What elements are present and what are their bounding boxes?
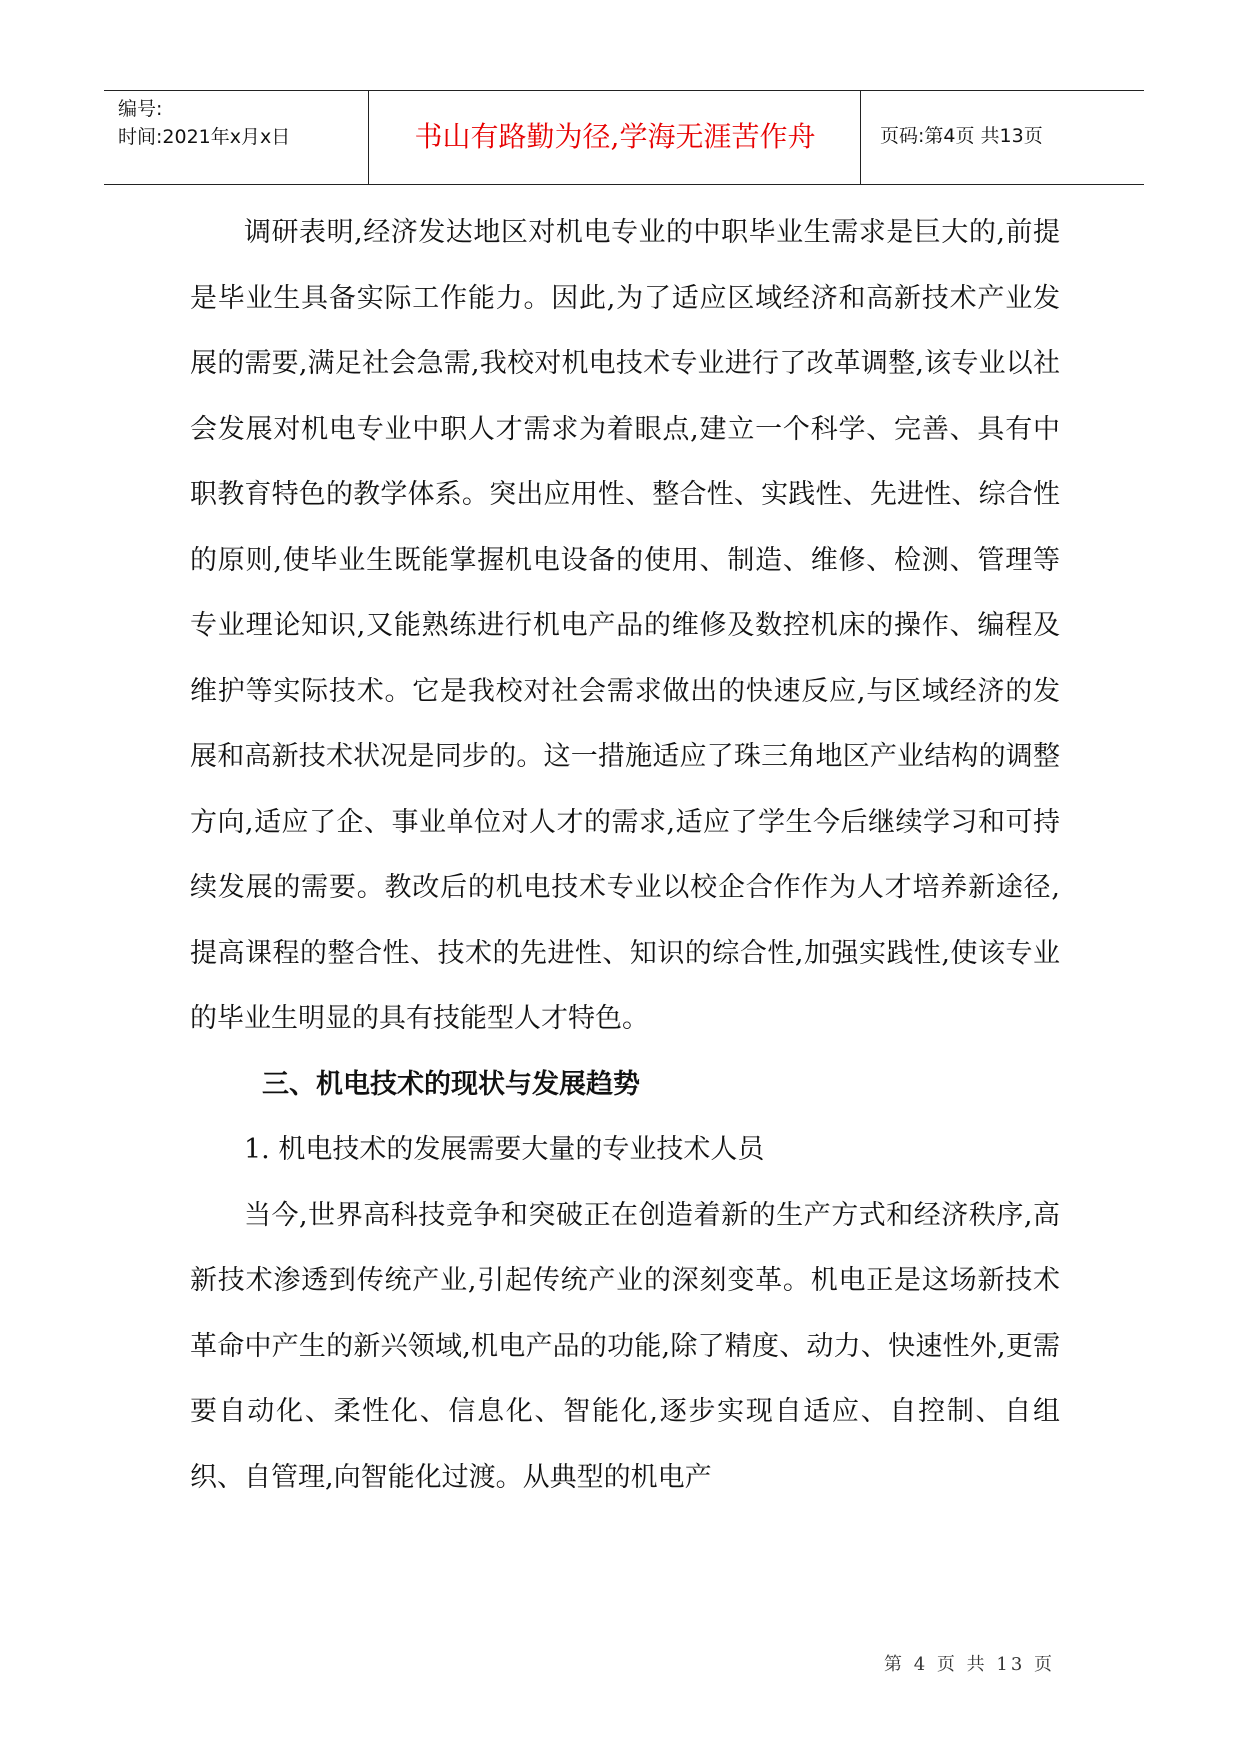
document-body — [190, 200, 1060, 1510]
subsection-heading: 1. 机电技术的发展需要大量的专业技术人员 — [244, 1134, 765, 1165]
page-header — [104, 90, 1144, 185]
document-number-label: 编号: — [118, 98, 163, 120]
header-motto: 书山有路勤为径,学海无涯苦作舟 — [414, 120, 816, 153]
header-divider-right — [860, 91, 861, 184]
body-paragraph: 调研表明,经济发达地区对机电专业的中职毕业生需求是巨大的,前提是毕业生具备实际工作能力。因此,为了适应区域经济和高新技术产业发展的需要,满足社会急需,我校对机电技术专业进行了改革调整,该专业以社会发展对机电专业中职人才需求为着眼点,建立一个科学、完善、具有中职教育特色的教学体系。突出应用性、整合性、实践性、先进性、综合性的原则,使毕业生既能掌握机电设备的使用、制造、维修、检测、管理等专业理论知识,又能熟练进行机电产品的维修及数控机床的操作、编程及维护等实际技术。它是我校对社会需求做出的快速反应,与区域经济的发展和高新技术状况是同步的。这一措施适应了珠三角地区产业结构的调整方向,适应了企、事业单位对人才的需求,适应了学生今后继续学习和可持续发展的需要。教改后的机电技术专业以校企合作作为人才培养新途径,提高课程的整合性、技术的先进性、知识的综合性,加强实践性,使该专业的毕业生明显的具有技能型人才特色。 — [190, 217, 1060, 1034]
section-heading: 三、机电技术的现状与发展趋势 — [262, 1068, 640, 1100]
page-footer: 第 4 页 共 13 页 — [884, 1654, 1055, 1675]
body-paragraph: 当今,世界高科技竞争和突破正在创造着新的生产方式和经济秩序,高新技术渗透到传统产业,引起传统产业的深刻变革。机电正是这场新技术革命中产生的新兴领域,机电产品的功能,除了精度、动力、快速性外,更需要自动化、柔性化、信息化、智能化,逐步实现自适应、自控制、自组织、自管理,向智能化过渡。从典型的机电产 — [190, 1199, 1060, 1493]
header-page-number: 页码:第4页 共13页 — [880, 125, 1043, 147]
document-time-label: 时间:2021年x月x日 — [118, 126, 291, 148]
header-divider-left — [368, 91, 369, 184]
